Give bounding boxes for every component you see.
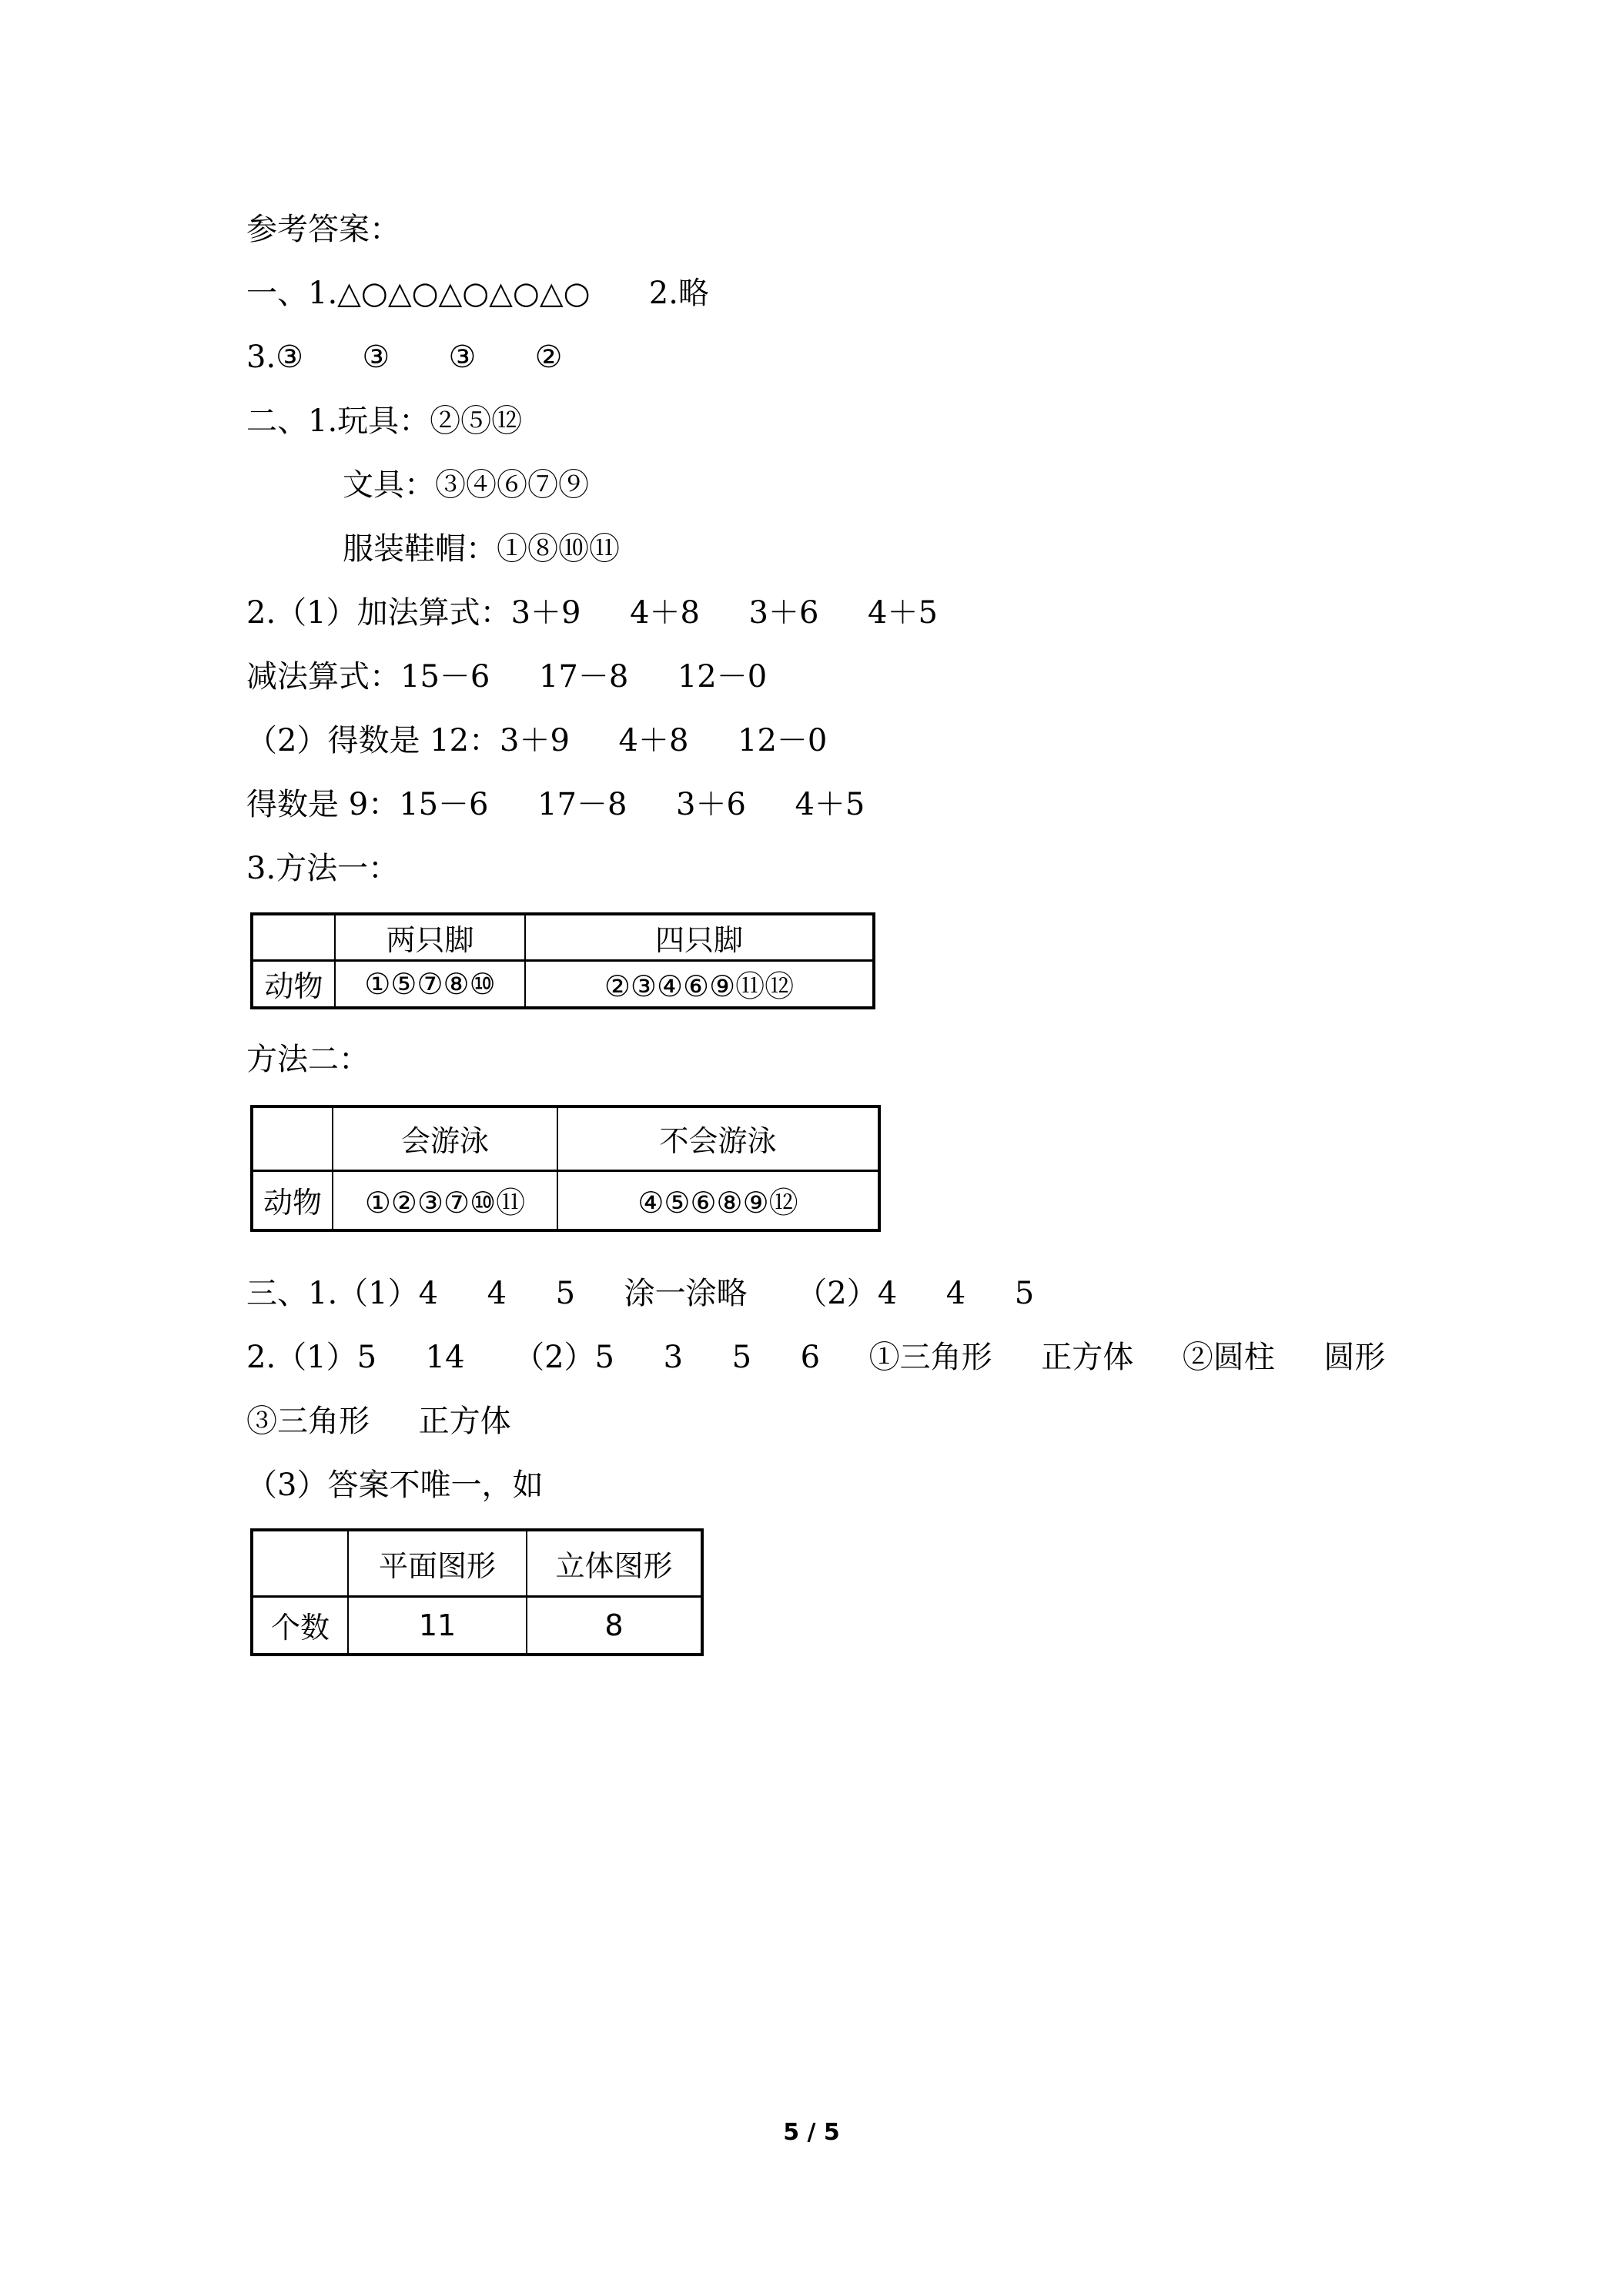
section1-question3: 3.③ ③ ③ ② (246, 340, 563, 375)
page-number: 5 / 5 (783, 2119, 840, 2146)
table-row-label: 动物 (252, 960, 335, 1008)
section2-q2-result-12: （2）得数是 12：3＋9 4＋8 12－0 (246, 723, 828, 758)
section3-question2: 2.（1）5 14 （2）5 3 5 6 ①三角形 正方体 ②圆柱 圆形 (246, 1340, 1386, 1375)
shape-count-table (250, 1528, 704, 1656)
table-corner-cell (252, 914, 335, 960)
table-header-plane-figures: 平面图形 (348, 1530, 527, 1596)
section2-q1-clothing: 服装鞋帽：①⑧⑩⑪ (343, 531, 620, 567)
section2-q3-method2: 方法二： (246, 1042, 370, 1077)
section3-question2-cont: ③三角形 正方体 (246, 1404, 511, 1439)
answers-title: 参考答案： (246, 212, 400, 247)
table-header-solid-figures: 立体图形 (527, 1530, 702, 1596)
table-header-can-swim: 会游泳 (333, 1106, 557, 1170)
table-cell: ④⑤⑥⑧⑨⑫ (557, 1170, 879, 1230)
section2-q1-stationery: 文具：③④⑥⑦⑨ (343, 467, 589, 503)
table-header-four-legs: 四只脚 (525, 914, 874, 960)
section2-q2-subtraction: 减法算式：15－6 17－8 12－0 (246, 659, 768, 694)
table-header-cannot-swim: 不会游泳 (557, 1106, 879, 1170)
table-corner-cell (252, 1530, 348, 1596)
table-row-label: 动物 (252, 1170, 333, 1230)
table-cell: ①②③⑦⑩⑪ (333, 1170, 557, 1230)
table-cell: 8 (527, 1596, 702, 1655)
section3-question2-part3: （3）答案不唯一，如 (246, 1468, 544, 1503)
table-cell: 11 (348, 1596, 527, 1655)
section2-q2-result-9: 得数是 9：15－6 17－8 3＋6 4＋5 (246, 787, 865, 822)
table-row-label: 个数 (252, 1596, 348, 1655)
section2-q3-method1: 3.方法一： (246, 851, 400, 886)
table-cell: ②③④⑥⑨⑪⑫ (525, 960, 874, 1008)
table-header-two-legs: 两只脚 (335, 914, 525, 960)
table-corner-cell (252, 1106, 333, 1170)
method2-table (250, 1105, 881, 1232)
table-cell: ①⑤⑦⑧⑩ (335, 960, 525, 1008)
method1-table (250, 912, 875, 1009)
section2-q2-addition: 2.（1）加法算式：3＋9 4＋8 3＋6 4＋5 (246, 595, 938, 631)
section2-q1-toys: 二、1.玩具：②⑤⑫ (246, 403, 523, 439)
section1-question1: 一、1.△○△○△○△○△○ 2.略 (246, 276, 709, 311)
section3-question1: 三、1.（1）4 4 5 涂一涂略 （2）4 4 5 (246, 1276, 1035, 1311)
